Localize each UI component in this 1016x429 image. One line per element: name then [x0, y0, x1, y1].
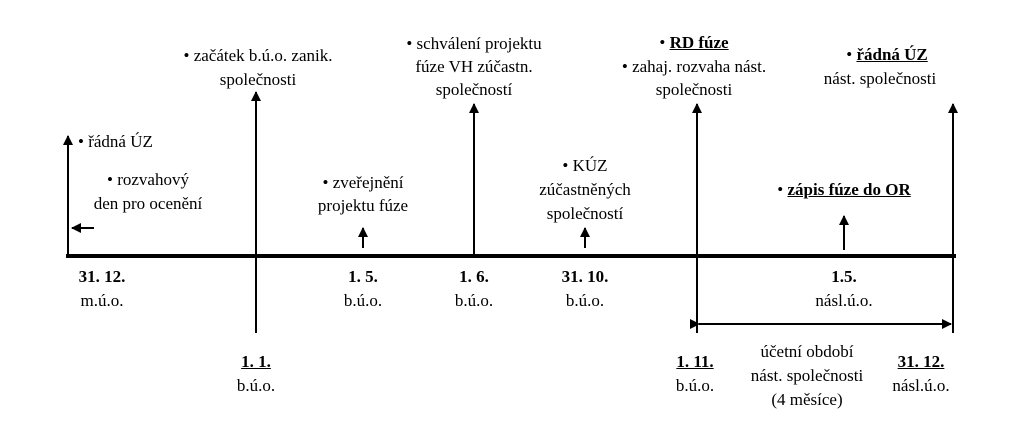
ann-radna-uz-left: • řádná ÚZ: [78, 132, 153, 151]
period-label-line3: (4 měsíce): [771, 390, 843, 409]
date-1-6-buo-sub: b.ú.o.: [454, 291, 494, 310]
ann-zahaj-rozvaha-line3: společnosti: [655, 80, 733, 99]
date-31-12-nasl-sub: násl.ú.o.: [892, 376, 950, 395]
date-31-10-buo-sub: b.ú.o.: [565, 291, 605, 310]
date-1-11-buo: 1. 11.: [676, 352, 714, 371]
ann-schvaleni-line2: fúze VH zúčastn.: [415, 57, 533, 76]
date-1-6-buo: 1. 6.: [459, 267, 489, 286]
date-31-12-mou-sub: m.ú.o.: [80, 291, 124, 310]
date-1-11-buo-sub: b.ú.o.: [675, 376, 715, 395]
date-1-5-buo: 1. 5.: [348, 267, 378, 286]
ann-zacatek-line1: • začátek b.ú.o. zanik.: [183, 46, 333, 65]
ann-zahaj-rozvaha: • zahaj. rozvaha nást.: [621, 57, 767, 76]
ann-zverejneni-line1: • zveřejnění: [322, 173, 404, 192]
ann-rozvahovy: • rozvahový: [107, 170, 189, 189]
ann-nast-spolecnosti: nást. společnosti: [823, 69, 937, 88]
ann-zapis-fuze: • zápis fúze do OR: [777, 180, 911, 199]
ann-zverejneni-line2: projektu fúze: [317, 196, 409, 215]
date-1-5-buo-sub: b.ú.o.: [343, 291, 383, 310]
ann-schvaleni-line1: • schválení projektu: [406, 34, 542, 53]
ann-kuz-line1: • KÚZ: [562, 156, 608, 175]
ann-radna-uz-right: • řádná ÚZ: [846, 45, 928, 64]
period-label-line2: nást. společnosti: [750, 366, 864, 385]
ann-kuz-line3: společností: [546, 204, 624, 223]
date-1-5-nasl-sub: násl.ú.o.: [815, 291, 873, 310]
date-1-5-nasl: 1.5.: [831, 267, 857, 286]
ann-den-pro-oceneni: den pro ocenění: [93, 194, 203, 213]
date-31-12-nasl: 31. 12.: [897, 352, 945, 371]
date-1-1-buo: 1. 1.: [241, 352, 271, 371]
date-31-12-mou: 31. 12.: [78, 267, 126, 286]
date-31-10-buo: 31. 10.: [561, 267, 609, 286]
date-1-1-buo-sub: b.ú.o.: [236, 376, 276, 395]
ann-schvaleni-line3: společností: [435, 80, 513, 99]
period-label-line1: účetní období: [760, 342, 854, 361]
ann-rd-fuze: • RD fúze: [659, 33, 729, 52]
ann-kuz-line2: zúčastněných: [539, 180, 631, 199]
ann-zacatek-line2: společnosti: [219, 70, 297, 89]
